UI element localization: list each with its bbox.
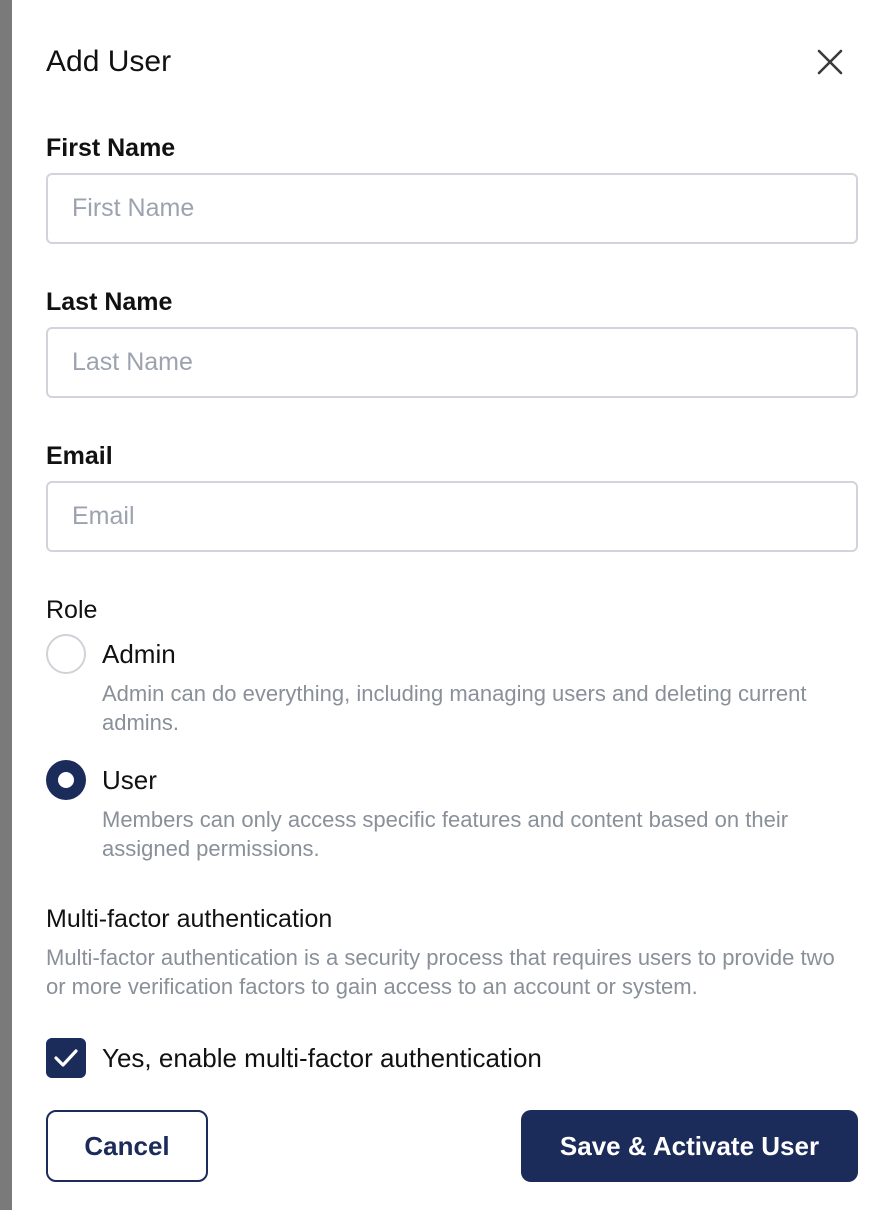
admin-radio[interactable]	[46, 634, 86, 674]
save-activate-user-button[interactable]: Save & Activate User	[521, 1110, 858, 1182]
admin-radio-label: Admin	[102, 639, 176, 669]
add-user-dialog	[12, 0, 892, 1210]
modal-backdrop	[0, 0, 12, 1210]
role-label: Role	[46, 596, 98, 624]
admin-radio-description: Admin can do everything, including managing users and deleting current admins.	[102, 681, 807, 735]
cancel-button[interactable]: Cancel	[46, 1110, 208, 1182]
email-label: Email	[46, 442, 113, 470]
first-name-label: First Name	[46, 134, 176, 162]
first-name-input[interactable]	[46, 173, 858, 244]
role-option-user[interactable]	[46, 760, 858, 860]
dialog-title: Add User	[46, 45, 172, 78]
user-radio[interactable]	[46, 760, 86, 800]
mfa-checkbox-label[interactable]: Yes, enable multi-factor authentication	[102, 1043, 542, 1073]
last-name-input[interactable]	[46, 327, 858, 398]
role-option-admin[interactable]	[46, 634, 858, 734]
email-input[interactable]	[46, 481, 858, 552]
mfa-description: Multi-factor authentication is a security process that requires users to provide two or more verification factors to gain access to an account or system.	[46, 945, 835, 999]
last-name-label: Last Name	[46, 288, 173, 316]
close-button[interactable]	[812, 44, 848, 80]
user-radio-description: Members can only access specific features and content based on their assigned permissions.	[102, 807, 789, 861]
mfa-checkbox[interactable]	[46, 1038, 86, 1078]
mfa-title: Multi-factor authentication	[46, 905, 333, 933]
checkmark-icon	[53, 1048, 79, 1068]
close-icon	[817, 49, 843, 75]
user-radio-label: User	[102, 765, 157, 795]
